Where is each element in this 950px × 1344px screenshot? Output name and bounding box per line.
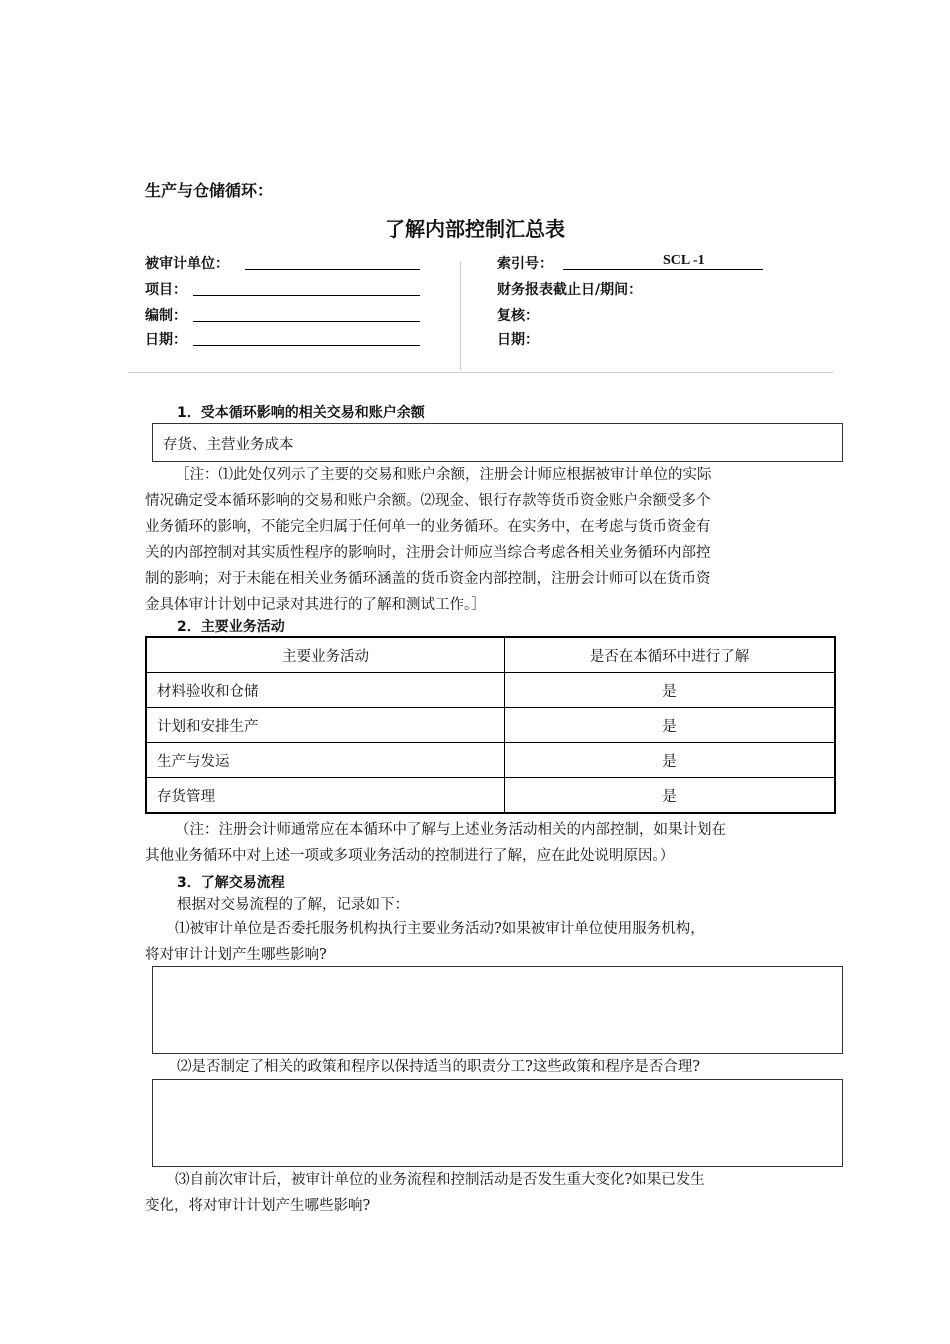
question-line: 将对审计计划产生哪些影响? — [145, 947, 327, 963]
understood-cell[interactable]: 是 — [505, 743, 836, 778]
section1-heading: 1．受本循环影响的相关交易和账户余额 — [177, 405, 425, 421]
audited-entity-field[interactable] — [245, 253, 420, 270]
activity-cell: 计划和安排生产 — [146, 708, 505, 743]
date-label-right: 日期： — [497, 332, 539, 348]
understood-cell[interactable]: 是 — [505, 673, 836, 708]
audited-entity-label: 被审计单位： — [145, 256, 229, 272]
prepared-by-field[interactable] — [193, 305, 420, 322]
note-line: ［注：⑴此处仅列示了主要的交易和账户余额，注册会计师应根据被审计单位的实际 — [175, 467, 712, 483]
index-value: SCL -1 — [663, 253, 705, 268]
question-line: ⑶自前次审计后，被审计单位的业务流程和控制活动是否发生重大变化?如果已发生 — [175, 1172, 705, 1188]
header-divider — [460, 262, 461, 370]
note-line: 情况确定受本循环影响的交易和账户余额。⑵现金、银行存款等货币资金账户余额受多个 — [145, 493, 711, 509]
table-row — [146, 743, 835, 778]
column-header: 主要业务活动 — [146, 637, 505, 673]
cycle-title: 生产与仓储循环： — [145, 181, 274, 200]
table-row — [146, 708, 835, 743]
understood-cell[interactable]: 是 — [505, 778, 836, 814]
date-field-left[interactable] — [193, 329, 420, 346]
project-field[interactable] — [193, 279, 420, 296]
section2-heading: 2．主要业务活动 — [177, 619, 285, 635]
section1-box-value: 存货、主营业务成本 — [163, 437, 294, 453]
activity-cell: 生产与发运 — [146, 743, 505, 778]
index-label: 索引号： — [497, 256, 553, 272]
section2-note — [145, 817, 845, 869]
understood-cell[interactable]: 是 — [505, 708, 836, 743]
section1-note — [145, 462, 845, 618]
question-line: ⑴被审计单位是否委托服务机构执行主要业务活动?如果被审计单位使用服务机构， — [175, 921, 705, 937]
question-1 — [145, 916, 845, 968]
activity-cell: 材料验收和仓储 — [146, 673, 505, 708]
prepared-by-label: 编制： — [145, 308, 187, 324]
note-line: 关的内部控制对其实质性程序的影响时，注册会计师应当综合考虑各相关业务循环内部控 — [145, 545, 711, 561]
activities-table — [145, 636, 836, 814]
period-label: 财务报表截止日/期间： — [497, 282, 643, 298]
review-label: 复核： — [497, 308, 539, 324]
question-3 — [145, 1167, 845, 1219]
header-bottom-rule — [128, 372, 833, 373]
project-label: 项目： — [145, 282, 187, 298]
question-2: ⑵是否制定了相关的政策和程序以保持适当的职责分工?这些政策和程序是否合理? — [177, 1059, 701, 1075]
table-row — [146, 778, 835, 814]
table-row — [146, 673, 835, 708]
note-line: 其他业务循环中对上述一项或多项业务活动的控制进行了解，应在此处说明原因。） — [145, 848, 675, 864]
table-header-row — [146, 637, 835, 673]
note-line: 业务循环的影响，不能完全归属于任何单一的业务循环。在实务中，在考虑与货币资金有 — [145, 519, 711, 535]
note-line: 制的影响；对于未能在相关业务循环涵盖的货币资金内部控制，注册会计师可以在货币资 — [145, 571, 711, 587]
section3-intro: 根据对交易流程的了解，记录如下： — [177, 897, 409, 913]
answer-box-2[interactable] — [152, 1079, 843, 1167]
column-header: 是否在本循环中进行了解 — [505, 637, 836, 673]
section1-box — [152, 423, 843, 462]
note-line: 金具体审计计划中记录对其进行的了解和测试工作。］ — [145, 597, 486, 613]
index-field[interactable] — [563, 253, 763, 270]
date-label-left: 日期： — [145, 332, 187, 348]
question-line: 变化，将对审计计划产生哪些影响? — [145, 1198, 371, 1214]
page-title: 了解内部控制汇总表 — [385, 217, 565, 241]
answer-box-1[interactable] — [152, 966, 843, 1054]
note-line: （注：注册会计师通常应在本循环中了解与上述业务活动相关的内部控制，如果计划在 — [175, 822, 726, 838]
activity-cell: 存货管理 — [146, 778, 505, 814]
section3-heading: 3．了解交易流程 — [177, 875, 285, 891]
